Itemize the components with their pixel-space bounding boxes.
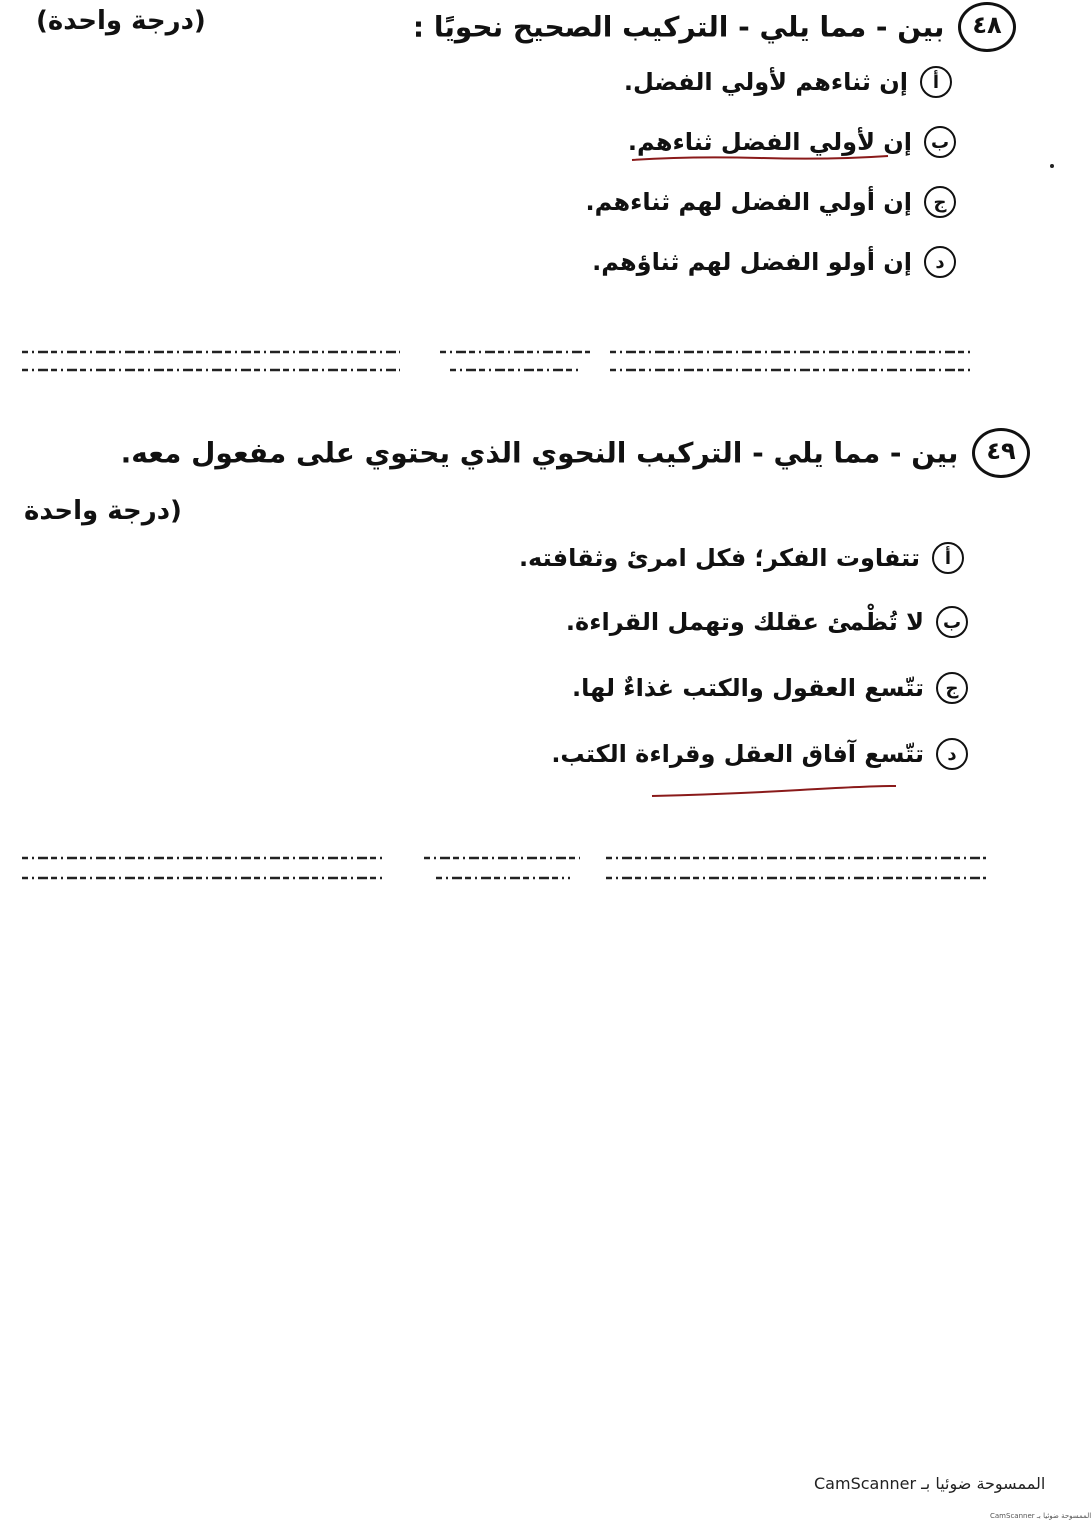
scan-noise-band-2: [0, 848, 1080, 888]
camscanner-watermark-small: الممسوحة ضوئيا بـ CamScanner: [990, 1512, 1091, 1520]
q48-option-d[interactable]: [592, 246, 956, 278]
option-letter-circle: د: [936, 738, 968, 770]
option-letter-circle: ب: [936, 606, 968, 638]
q48-question: بين - مما يلي - التركيب الصحيح نحويًا :: [412, 10, 945, 44]
q49-heading: [121, 428, 1030, 478]
camscanner-watermark: الممسوحة ضوئيا بـ CamScanner: [814, 1474, 1046, 1493]
option-text: إن أولو الفضل لهم ثناؤهم.: [592, 248, 912, 276]
scan-noise-band-1: [0, 342, 1080, 382]
q49-option-c[interactable]: [572, 672, 968, 704]
speck: [1050, 164, 1054, 168]
q49-option-d[interactable]: [551, 738, 968, 770]
q49-answer-underline: [650, 782, 900, 802]
q48-number: ٤٨: [958, 2, 1016, 52]
option-letter-circle: أ: [932, 542, 964, 574]
q48-heading: [413, 2, 1016, 52]
option-letter-circle: د: [924, 246, 956, 278]
option-text: إن أولي الفضل لهم ثناءهم.: [585, 188, 912, 216]
option-text: إن ثناءهم لأولي الفضل.: [623, 68, 908, 96]
q49-option-a[interactable]: [519, 542, 964, 574]
option-letter-circle: أ: [920, 66, 952, 98]
q48-option-c[interactable]: [586, 186, 957, 218]
q49-question: بين - مما يلي - التركيب النحوي الذي يحتوي على مفعول معه.: [120, 436, 959, 470]
option-letter-circle: ب: [924, 126, 956, 158]
q48-option-a[interactable]: [624, 66, 952, 98]
q49-number: ٤٩: [972, 428, 1030, 478]
q48-answer-underline: [630, 152, 890, 166]
option-text: تتّسع العقول والكتب غذاءٌ لها.: [571, 674, 924, 702]
q48-grade: (درجة واحدة): [36, 6, 206, 36]
option-text: لا تُظْمئ عقلك وتهمل القراءة.: [565, 608, 924, 636]
option-text: تتّسع آفاق العقل وقراءة الكتب.: [551, 740, 924, 768]
q49-grade: (درجة واحدة: [24, 496, 182, 526]
option-text: إن لأولي الفضل ثناءهم.: [627, 128, 912, 156]
option-letter-circle: ج: [936, 672, 968, 704]
option-text: تتفاوت الفكر؛ فكل امرئ وثقافته.: [518, 544, 920, 572]
q49-option-b[interactable]: [566, 606, 968, 638]
option-letter-circle: ج: [924, 186, 956, 218]
